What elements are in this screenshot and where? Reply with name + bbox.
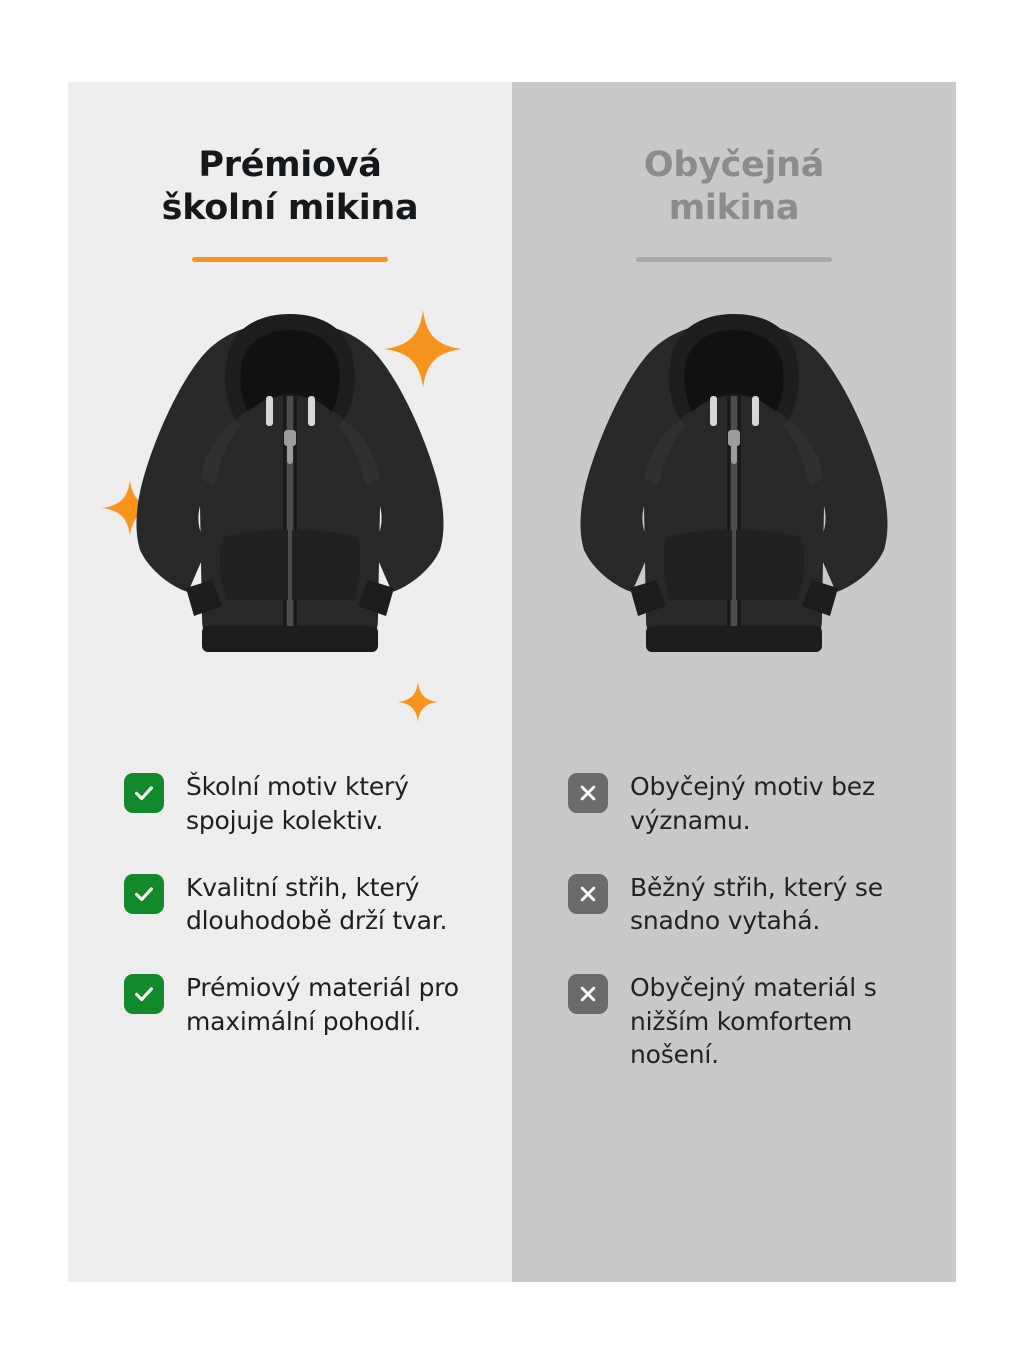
premium-hoodie-illustration bbox=[68, 300, 512, 720]
premium-feature-list bbox=[68, 770, 512, 1038]
list-item bbox=[124, 971, 478, 1038]
feature-text: Obyčejný motiv bez významu. bbox=[630, 772, 875, 835]
check-icon bbox=[124, 773, 164, 813]
feature-text: Obyčejný materiál s nižším komfortem nošení. bbox=[630, 973, 877, 1069]
feature-text: Školní motiv který spojuje kolektiv. bbox=[186, 772, 409, 835]
list-item bbox=[124, 770, 478, 837]
list-item bbox=[568, 770, 922, 837]
list-item bbox=[124, 871, 478, 938]
column-premium bbox=[68, 82, 512, 1282]
cross-icon bbox=[568, 773, 608, 813]
check-icon bbox=[124, 974, 164, 1014]
hoodie-image-ordinary bbox=[574, 300, 894, 690]
check-icon bbox=[124, 874, 164, 914]
ordinary-title-underline bbox=[636, 257, 832, 262]
list-item bbox=[568, 971, 922, 1071]
premium-title-underline bbox=[192, 257, 388, 262]
ordinary-title: Obyčejná mikina bbox=[643, 145, 825, 228]
column-ordinary bbox=[512, 82, 956, 1282]
list-item bbox=[568, 871, 922, 938]
feature-text: Běžný střih, který se snadno vytahá. bbox=[630, 872, 883, 936]
cross-icon bbox=[568, 874, 608, 914]
comparison-board bbox=[68, 82, 956, 1282]
feature-text: Kvalitní střih, který dlouhodobě drží tvar. bbox=[186, 872, 448, 936]
premium-title: Prémiová školní mikina bbox=[161, 145, 419, 228]
ordinary-feature-list bbox=[512, 770, 956, 1071]
hoodie-image-premium bbox=[130, 300, 450, 690]
ordinary-hoodie-illustration bbox=[512, 300, 956, 720]
feature-text: Prémiový materiál pro maximální pohodlí. bbox=[186, 973, 459, 1036]
cross-icon bbox=[568, 974, 608, 1014]
